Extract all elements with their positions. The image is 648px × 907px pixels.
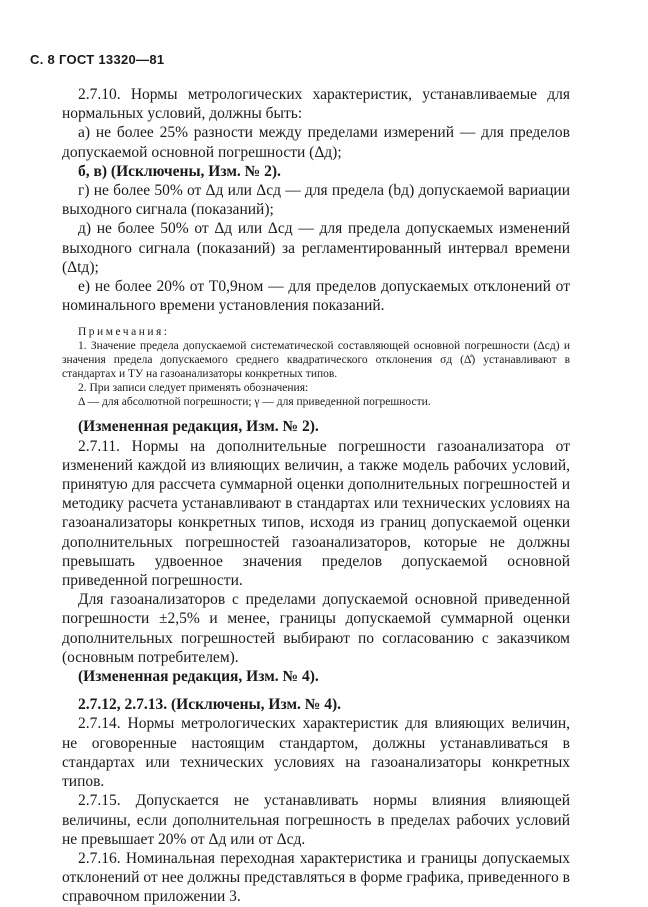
- notes-title: Примечания:: [78, 326, 170, 339]
- item-d: д) не более 50% от Δд или Δсд — для предела допускаемых изменений выходного сигнала (показаний) за регламентированный интервал времени (Δtд);: [62, 220, 570, 276]
- page-header: С. 8 ГОСТ 13320—81: [30, 52, 165, 67]
- item-g: г) не более 50% от Δд или Δсд — для предела (bд) допускаемой вариации выходного сигнала (показаний);: [62, 182, 570, 219]
- section-2-7-16: 2.7.16. Номинальная переходная характеристика и границы допускаемых отклонений от нее должны представляться в форме графика, приведенного в справочном приложении 3.: [62, 849, 570, 906]
- section-2-7-11-p2: Для газоанализаторов с пределами допускаемой основной приведенной погрешности ±2,5% и менее, границы допускаемой суммарной оценки дополнительных погрешностей выбирают по согласованию с заказчиком (основным потребителем).: [62, 591, 570, 666]
- item-e: е) не более 20% от T0,9ном — для пределов допускаемых отклонений от номинального времени установления показаний.: [62, 278, 570, 315]
- note-2: 2. При записи следует применять обозначения:: [78, 382, 309, 395]
- note-3: Δ — для абсолютной погрешности; γ — для приведенной погрешности.: [78, 396, 431, 409]
- section-2-7-10-intro: 2.7.10. Нормы метрологических характеристик, устанавливаемые для нормальных условий, должны быть:: [62, 86, 570, 123]
- section-2-7-15: 2.7.15. Допускается не устанавливать нормы влияния влияющей величины, если дополнительная погрешность в пределах рабочих условий не превышает 20% от Δд или от Δсд.: [62, 792, 570, 848]
- amendment-4-note: (Измененная редакция, Изм. № 4).: [78, 668, 319, 686]
- section-2-7-14: 2.7.14. Нормы метрологических характеристик для влияющих величин, не оговоренные настоящим стандартом, должны устанавливаться в стандартах или технических условиях на газоанализаторы конкретных типов.: [62, 715, 570, 791]
- item-a: а) не более 25% разности между пределами измерений — для пределов допускаемой основной погрешности (Δд);: [62, 124, 570, 161]
- document-body: [62, 85, 570, 907]
- note-1: 1. Значение предела допускаемой систематической составляющей основной погрешности (Δсд) и значения предела допускаемого среднего квадратического отклонения σд (Δ̊) устанавливают в стандартах и ТУ на газоанализаторы конкретных типов.: [62, 340, 570, 381]
- section-2-7-12-13: 2.7.12, 2.7.13. (Исключены, Изм. № 4).: [78, 696, 341, 714]
- notes-block: [62, 325, 570, 409]
- item-bv-excluded: б, в) (Исключены, Изм. № 2).: [78, 162, 281, 180]
- amendment-2-note: (Измененная редакция, Изм. № 2).: [78, 418, 319, 436]
- section-2-7-11-p1: 2.7.11. Нормы на дополнительные погрешности газоанализатора от изменений каждой из влияющих величин, а также модель рабочих условий, принятую для рассчета суммарной оценки дополнительных погрешностей и методику расчета устанавливают в стандартах или технических условиях на газоанализаторы конкретных типов, исходя из границ допускаемой оценки дополнительных погрешностей газоанализаторов, которые не должны превышать удвоенное значения пределов допускаемой основной приведенной погрешности.: [62, 437, 570, 590]
